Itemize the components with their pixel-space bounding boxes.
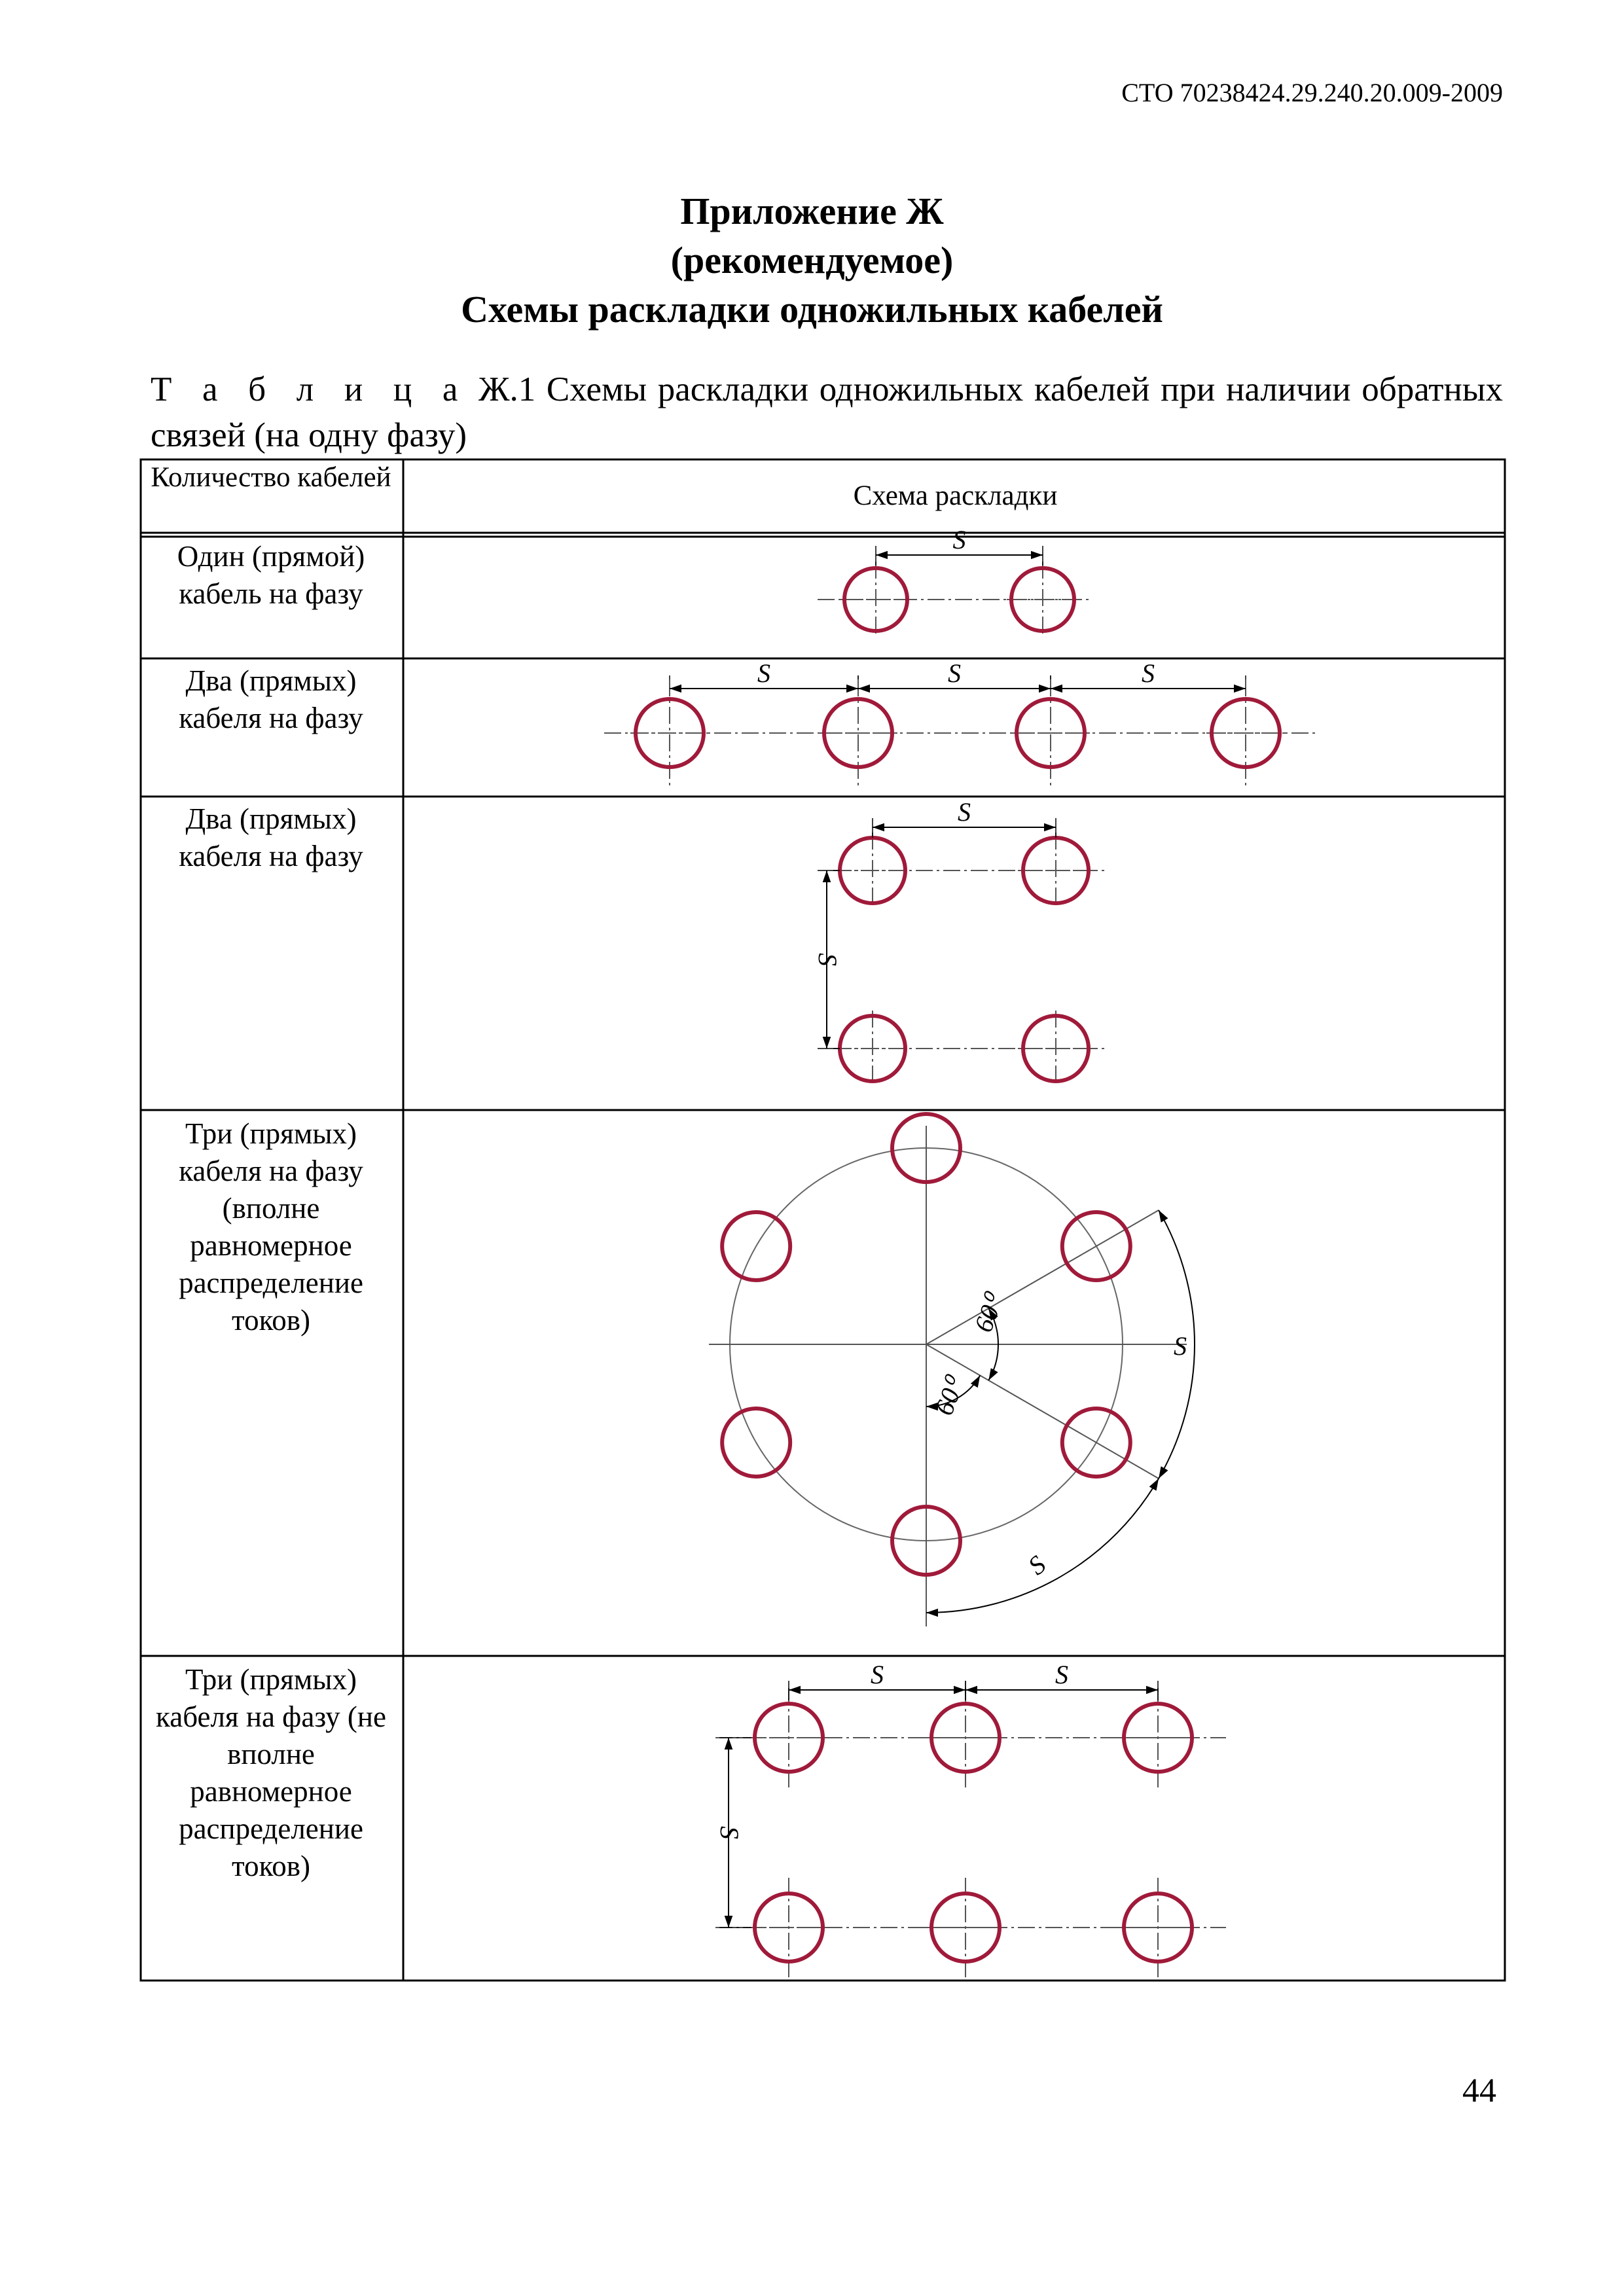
cable-circle	[835, 833, 911, 908]
appendix-subject: Схемы раскладки одножильных кабелей	[461, 288, 1163, 331]
cable-circle	[1007, 562, 1079, 637]
column-header-scheme: Схема раскладки	[853, 480, 1058, 511]
spacing-label: S	[871, 1660, 884, 1689]
spacing-label: S	[1055, 1660, 1068, 1689]
cable-circle	[840, 562, 912, 637]
radial-line	[926, 1210, 1159, 1344]
table-caption	[151, 367, 1503, 458]
spacing-label: S	[715, 1826, 744, 1839]
cable-circle	[1018, 1011, 1094, 1086]
row-label-2: Два (прямых) кабеля на фазу	[179, 664, 363, 734]
spacing-label: S	[757, 658, 770, 688]
cable-circle	[1018, 833, 1094, 908]
spacing-label: S	[1174, 1331, 1187, 1361]
cable-circle	[630, 679, 709, 787]
cable-circle	[748, 1878, 829, 1977]
column-header-count: Количество кабелей	[151, 462, 391, 493]
angle-label: 60⁰	[968, 1291, 1009, 1336]
spacing-label: S	[813, 953, 842, 966]
spacing-label: S	[1142, 658, 1155, 688]
cable-circle	[925, 1878, 1006, 1977]
cable-circle	[1117, 1688, 1199, 1787]
spacing-label: S	[958, 797, 971, 827]
row-label-1: Один (прямой) кабель на фазу	[177, 540, 365, 610]
cable-circle	[819, 679, 897, 787]
row-label-3: Два (прямых) кабеля на фазу	[179, 802, 363, 872]
row-label-5: Три (прямых) кабеля на фазу (не вполне равномерное распределение токов)	[156, 1663, 386, 1882]
appendix-title: Приложение Ж	[680, 190, 944, 232]
layout-table	[139, 458, 1506, 1982]
document-code: СТО 70238424.29.240.20.009-2009	[1121, 78, 1503, 107]
radial-line	[926, 1344, 1159, 1479]
cable-circle	[925, 1688, 1006, 1787]
cable-circle	[835, 1011, 911, 1086]
cable-circle	[1011, 679, 1090, 787]
cable-circle	[1117, 1878, 1199, 1977]
appendix-status: (рекомендуемое)	[670, 239, 954, 281]
spacing-label: S	[1022, 1549, 1052, 1581]
cable-circle	[1206, 679, 1285, 787]
spacing-label: S	[952, 525, 966, 554]
cable-circle	[748, 1688, 829, 1787]
angle-label: 60⁰	[929, 1374, 969, 1420]
layout-diagrams	[604, 525, 1318, 1977]
spacing-label: S	[948, 658, 961, 688]
table-caption-label: Т а б л и ц а	[151, 370, 468, 408]
row-label-4: Три (прямых) кабеля на фазу (вполне равномерное распределение токов)	[179, 1117, 363, 1336]
page-number: 44	[1462, 2072, 1496, 2109]
table-caption-text: Ж.1 Схемы раскладки одножильных кабелей при наличии обратных связей (на одну фазу)	[151, 370, 1503, 454]
appendix-heading	[0, 187, 1624, 334]
